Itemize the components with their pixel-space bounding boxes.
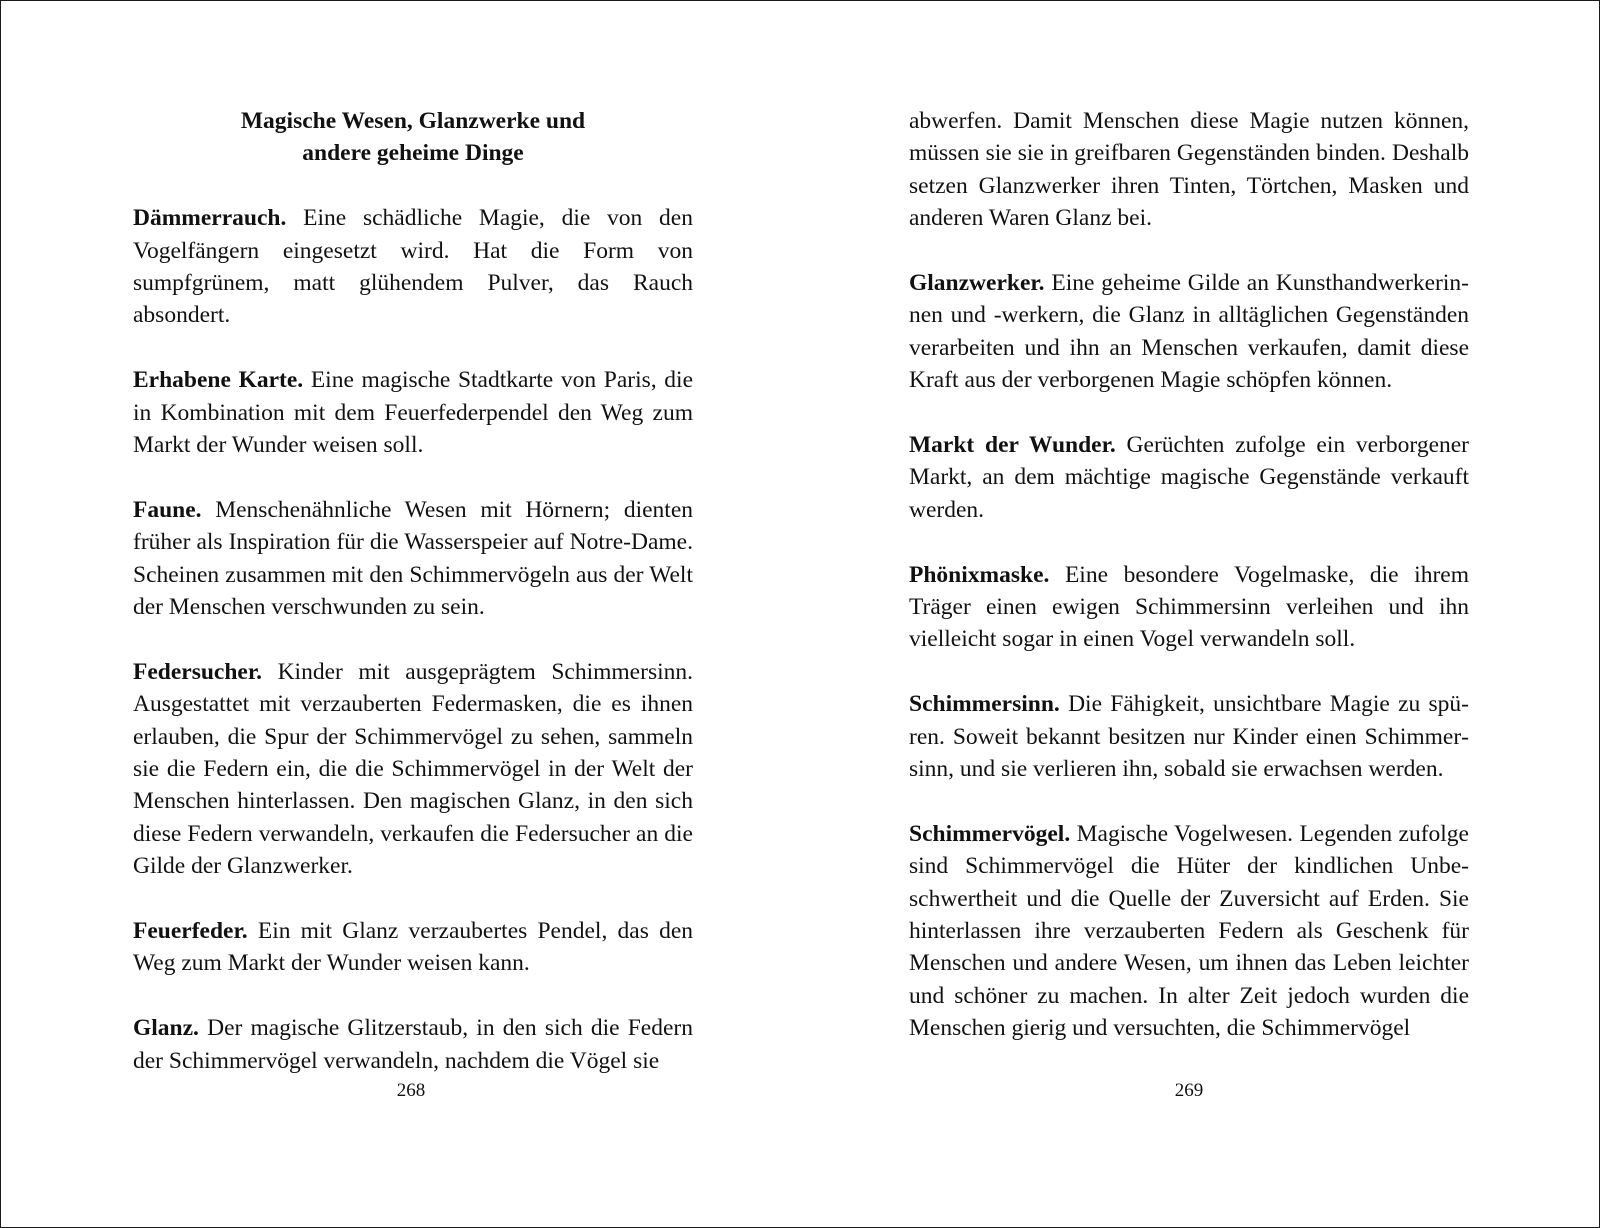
entry-text: Der magische Glitzerstaub, in den sich die Federn der Schimmervögel verwandeln, nachdem die Vögel sie xyxy=(133,1015,693,1074)
entry-term: Dämmerrauch. xyxy=(133,205,287,232)
entry-term: Glanzwerker. xyxy=(909,270,1045,297)
glossary-entry xyxy=(133,364,693,461)
heading-line-2: andere geheime Dinge xyxy=(302,140,524,167)
glossary-entry xyxy=(133,202,693,332)
page-number-left: 268 xyxy=(396,1080,426,1101)
entry-term: Federsucher. xyxy=(133,658,263,685)
entry-text: Gerüchten zufolge ein verborgener Markt, an dem mächtige magische Gegenstände verkauft werden. xyxy=(909,432,1470,523)
entry-term: Phönixmaske. xyxy=(909,561,1050,588)
entry-text: Eine besondere Vogelmaske, die ihrem Träger einen ewigen Schimmersinn verleihen und ihn vielleicht sogar in einen Vogel verwandeln soll. xyxy=(909,561,1469,653)
entry-text: Menschenähnliche Wesen mit Hörnern; dienten früher als Inspiration für die Wasserspeier auf Notre-Dame. Scheinen zusammen mit den Schimmervögeln aus der Welt der Menschen verschwunden zu sein. xyxy=(133,496,693,621)
entry-text: Magische Vogelwesen. Legenden zufolge sind Schimmervögel die Hüter der kindlichen Unbeschwertheit und die Quelle der Zuversicht auf Erden. Sie hinterlassen ihre verzauberten Federn als Geschenk für Menschen und andere Wesen, um ihnen das Leben leichter und schöner zu machen. In alter Zeit jedoch wurden die Menschen gierig und versuchten, die Schimmervögel xyxy=(909,820,1469,1042)
glossary-entry xyxy=(133,1012,693,1077)
glossary-entry xyxy=(909,688,1469,785)
page-number-right: 269 xyxy=(1174,1080,1204,1101)
glossary-entry xyxy=(909,267,1469,397)
glossary-entry xyxy=(133,656,693,883)
entry-text: Eine geheime Gilde an Kunsthandwerkerinnen und -werkern, die Glanz in alltäglichen Gegenständen verarbeiten und ihn an Menschen verkaufen, damit diese Kraft aus der verborgenen Magie schöpfen können. xyxy=(909,270,1469,394)
entry-continuation: abwerfen. Damit Menschen diese Magie nutzen können, müssen sie sie in greifbaren Gegenständen binden. Deshalb setzen Glanzwerker ihren Tinten, Törtchen, Masken und anderen Waren Glanz bei. xyxy=(909,108,1469,232)
entry-term: Erhabene Karte. xyxy=(133,367,304,394)
glossary-entry xyxy=(909,559,1469,656)
entry-text: Kinder mit ausgeprägtem Schimmersinn. Ausgestattet mit verzauberten Federmasken, die es ihnen erlauben, die Spur der Schimmervögel zu sehen, sammeln sie die Federn ein, die die Schimmervögel in der Welt der Menschen hinterlassen. Den magischen Glanz, in den sich diese Federn verwandeln, verkaufen die Federsucher an die Gilde der Glanzwerker. xyxy=(133,658,693,880)
glossary-entry xyxy=(133,915,693,980)
right-page xyxy=(909,105,1469,1045)
entry-text: Eine magische Stadtkarte von Paris, die in Kombination mit dem Feuerfederpendel den Weg zum Markt der Wunder weisen soll. xyxy=(133,367,694,459)
entry-term: Schimmervögel. xyxy=(909,820,1071,847)
entry-text: Eine schädliche Magie, die von den Vogelfängern eingesetzt wird. Hat die Form von sumpfgrünem, matt glühendem Pulver, das Rauch absondert. xyxy=(133,205,693,329)
entry-term: Glanz. xyxy=(133,1015,199,1042)
glossary-entry xyxy=(133,494,693,624)
left-page xyxy=(133,105,693,1077)
heading-line-1: Magische Wesen, Glanzwerke und xyxy=(240,108,586,134)
entry-text: Ein mit Glanz verzaubertes Pendel, das den Weg zum Markt der Wunder weisen kann. xyxy=(133,918,694,977)
entry-term: Feuerfeder. xyxy=(133,918,248,945)
entry-term: Markt der Wunder. xyxy=(909,432,1116,459)
entry-term: Schimmersinn. xyxy=(909,691,1060,718)
glossary-entry xyxy=(909,818,1469,1045)
entry-text: Die Fähigkeit, unsichtbare Magie zu spüren. Soweit bekannt besitzen nur Kinder einen Schimmersinn, und sie verlieren ihn, sobald sie erwachsen werden. xyxy=(909,691,1469,783)
glossary-entry xyxy=(909,429,1469,526)
entry-term: Faune. xyxy=(133,496,202,523)
glossary-heading xyxy=(133,105,693,170)
